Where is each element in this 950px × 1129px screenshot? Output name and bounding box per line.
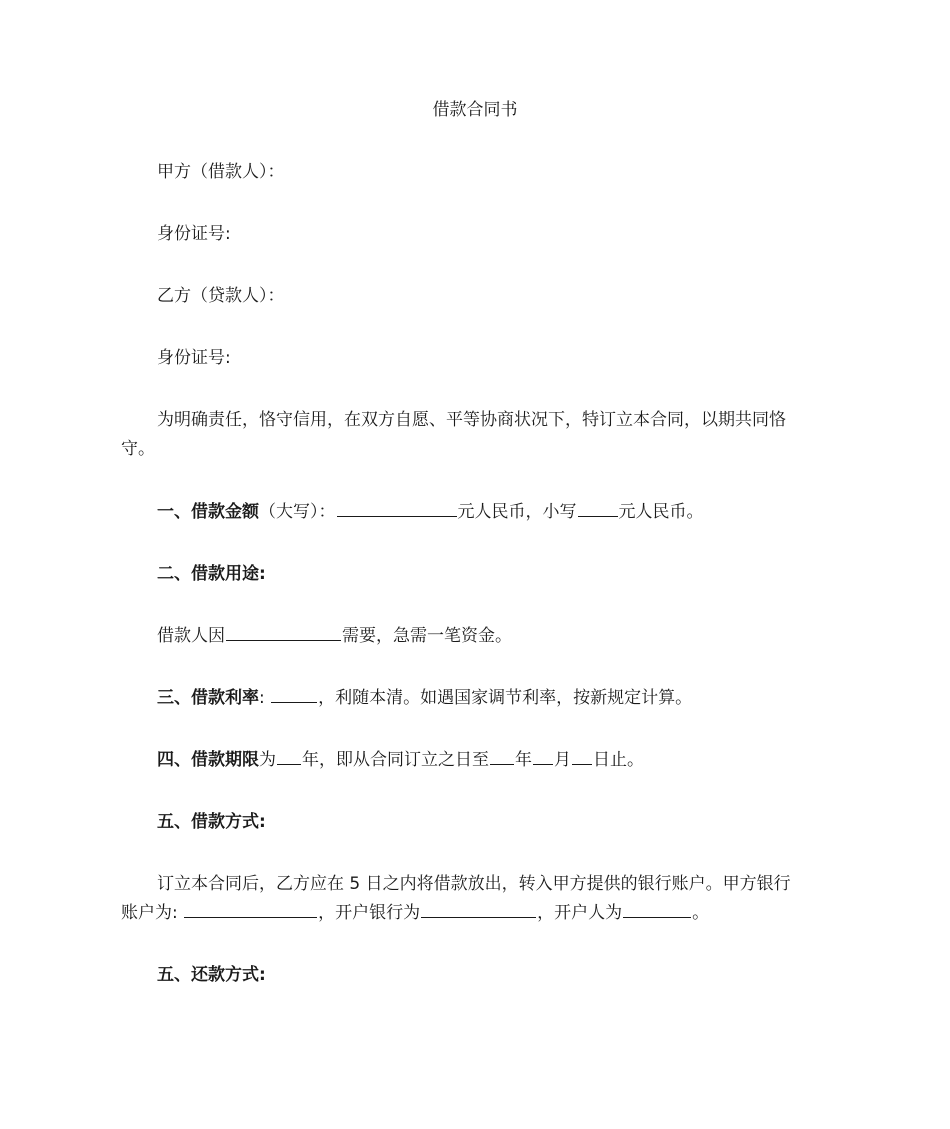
section-3-text-b: ，利随本清。如遇国家调节利率，按新规定计算。 [318, 688, 693, 708]
bank-name-blank[interactable] [421, 899, 536, 918]
intro-paragraph-line2 [121, 434, 833, 464]
intro-text-1: 为明确责任，恪守信用，在双方自愿、平等协商状况下，特订立本合同，以期共同恪 [157, 410, 786, 430]
party-b-id-line [121, 343, 833, 373]
section-repayment-method [121, 960, 833, 990]
party-a-line [121, 157, 833, 187]
loan-method-line2 [121, 898, 833, 928]
section-5-text-c: ，开户人为 [537, 903, 623, 923]
party-b-label: 乙方（贷款人）： [157, 286, 285, 306]
section-4-text-b: 年，即从合同订立之日至 [302, 750, 489, 770]
section-1-heading: 一、借款金额 [157, 502, 259, 522]
amount-uppercase-blank[interactable] [337, 498, 457, 517]
amount-lowercase-blank[interactable] [578, 498, 618, 517]
section-2-text-a: 借款人因 [157, 626, 225, 646]
section-3-text-a: : [259, 688, 265, 708]
section-5-line1: 订立本合同后，乙方应在 5 日之内将借款放出，转入甲方提供的银行账户。甲方银行 [157, 874, 791, 894]
purpose-blank[interactable] [226, 622, 341, 641]
section-loan-term [121, 745, 833, 775]
term-years-blank[interactable] [277, 746, 301, 765]
party-b-id-label: 身份证号: [157, 348, 231, 368]
section-4-text-d: 月 [554, 750, 571, 770]
section-5-text-b: ，开户银行为 [318, 903, 421, 923]
intro-paragraph-line1 [121, 405, 833, 435]
section-interest-rate [121, 683, 833, 713]
loan-purpose-line [121, 621, 833, 651]
section-2-heading: 二、借款用途: [157, 564, 266, 584]
party-a-id-line [121, 219, 833, 249]
section-3-heading: 三、借款利率 [157, 688, 259, 708]
section-6-heading: 五、还款方式: [157, 965, 266, 985]
section-1-text-a: （大写）： [259, 502, 336, 522]
party-a-label: 甲方（借款人）： [157, 162, 285, 182]
section-4-text-c: 年 [515, 750, 532, 770]
section-4-text-e: 日止。 [593, 750, 644, 770]
section-1-text-b: 元人民币，小写 [457, 502, 577, 522]
party-a-id-label: 身份证号: [157, 224, 231, 244]
end-month-blank[interactable] [533, 746, 553, 765]
end-year-blank[interactable] [490, 746, 514, 765]
loan-method-line1 [121, 869, 833, 899]
section-loan-amount [121, 497, 833, 527]
section-2-text-b: 需要，急需一笔资金。 [342, 626, 512, 646]
document-title: 借款合同书 [432, 100, 518, 120]
section-loan-purpose [121, 559, 833, 589]
interest-rate-blank[interactable] [271, 684, 317, 703]
section-5-text-d: 。 [692, 903, 710, 923]
party-b-line [121, 281, 833, 311]
section-4-heading: 四、借款期限 [157, 750, 259, 770]
section-5-text-a: 账户为: [121, 903, 178, 923]
bank-account-blank[interactable] [184, 899, 317, 918]
account-holder-blank[interactable] [623, 899, 691, 918]
section-loan-method [121, 807, 833, 837]
end-day-blank[interactable] [572, 746, 592, 765]
section-5-heading: 五、借款方式: [157, 812, 266, 832]
intro-text-2: 守。 [121, 439, 155, 459]
section-1-text-c: 元人民币。 [618, 502, 704, 522]
section-4-text-a: 为 [259, 750, 276, 770]
